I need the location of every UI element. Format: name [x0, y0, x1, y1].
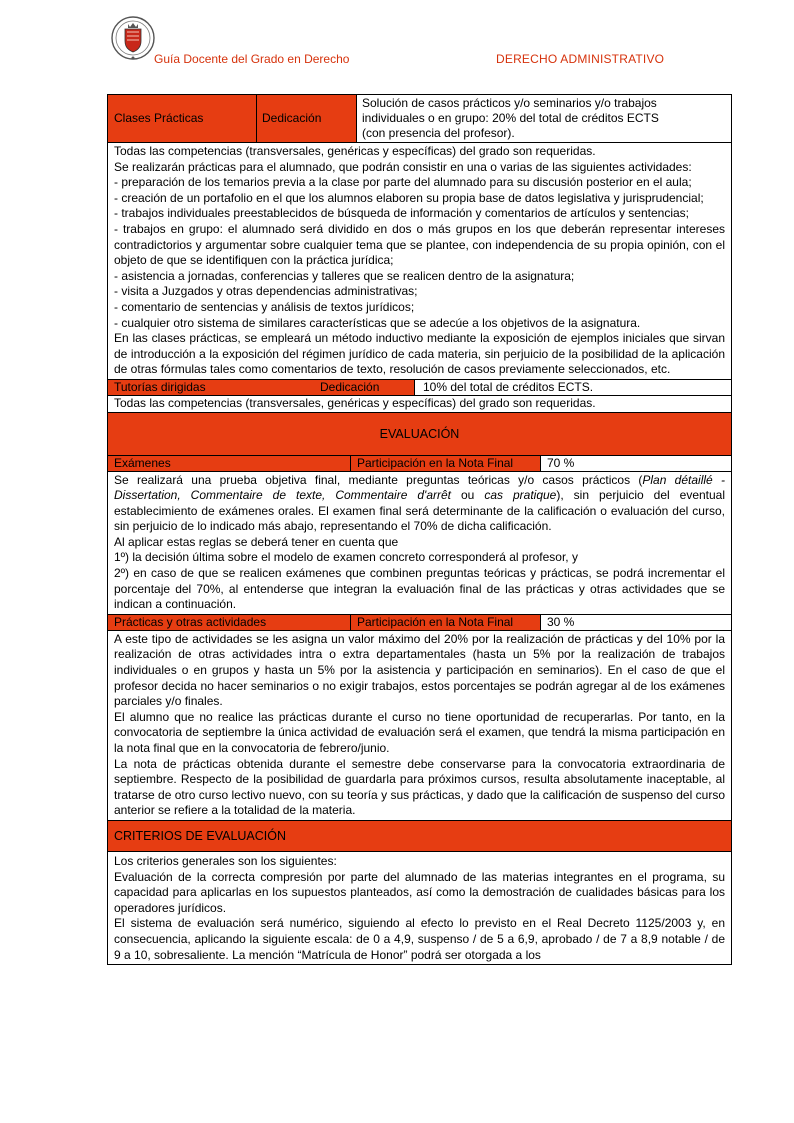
evaluacion-title: EVALUACIÓN — [379, 426, 460, 441]
tutorias-row — [108, 379, 731, 395]
criterios-title: CRITERIOS DE EVALUACIÓN — [114, 828, 287, 843]
criterios-description-row — [108, 851, 731, 964]
dedicacion-line: individuales o en grupo: 20% del total de créditos ECTS — [362, 111, 659, 125]
paragraph — [114, 473, 725, 535]
examenes-description-row — [108, 471, 731, 614]
dedicacion-line: Solución de casos prácticos y/o seminarios y/o trabajos — [362, 96, 657, 110]
practicas-description — [108, 143, 731, 379]
criterios-header-row — [108, 820, 731, 851]
clases-practicas-dedicacion-label: Dedicación — [256, 95, 356, 142]
practicas-otras-row — [108, 614, 731, 630]
examenes-label: Exámenes — [108, 456, 350, 471]
clases-practicas-row — [108, 95, 731, 142]
paragraph: - preparación de los temarios previa a la clase por parte del alumnado para su discusión posterior en el aula; — [114, 175, 692, 190]
paragraph: Se realizarán prácticas para el alumnado, que podrán consistir en una o varias de las siguientes actividades: — [114, 159, 692, 174]
text-segment: Se realizará una prueba objetiva final, mediante preguntas teóricas y/o casos prácticos ( — [114, 472, 643, 487]
examenes-participacion-label: Participación en la Nota Final — [350, 456, 540, 471]
paragraph: - asistencia a jornadas, conferencias y talleres que se realicen dentro de la asignatura; — [114, 268, 575, 283]
paragraph: - visita a Juzgados y otras dependencias administrativas; — [114, 284, 418, 299]
tutorias-note-row — [108, 395, 731, 412]
tutorias-dedicacion-value: 10% del total de créditos ECTS. — [414, 380, 731, 395]
clases-practicas-dedicacion-value — [356, 95, 731, 142]
examenes-row — [108, 455, 731, 471]
paragraph: 2º) en caso de que se realicen exámenes que combinen preguntas teóricas y prácticas, se podrá incrementar el porcentaje del 70%, al entenderse que integran la evaluación final de las prácticas y otras actividades que se indican a continuación. — [114, 566, 725, 612]
practicas-otras-participacion-label: Participación en la Nota Final — [350, 615, 540, 630]
practicas-description-row — [108, 142, 731, 379]
examenes-participacion-value: 70 % — [540, 456, 731, 471]
paragraph: Todas las competencias (transversales, genéricas y específicas) del grado son requeridas. — [114, 144, 596, 158]
practicas-otras-description — [108, 631, 731, 820]
guide-title: Guía Docente del Grado en Derecho — [154, 52, 350, 66]
tutorias-note: Todas las competencias (transversales, genéricas y específicas) del grado son requeridas. — [114, 395, 596, 410]
evaluacion-header-row — [108, 412, 731, 455]
dedicacion-line: (con presencia del profesor). — [362, 126, 515, 140]
clases-practicas-label: Clases Prácticas — [108, 95, 256, 142]
tutorias-dedicacion-label: Dedicación — [316, 380, 414, 395]
paragraph: Al aplicar estas reglas se deberá tener en cuenta que — [114, 534, 399, 549]
practicas-otras-description-row — [108, 630, 731, 820]
paragraph: La nota de prácticas obtenida durante el semestre debe conservarse para la convocatoria extraordinaria de septiembre. Respecto de la posibilidad de guardarla para próximos cursos, resulta absolutamente inaceptable, al tratarse de otro curso lectivo nuevo, con su teoría y sus prácticas, y dado que la calificación de suspenso del curso anterior se refiere a la totalidad de la materia. — [114, 756, 725, 818]
paragraph: 1º) la decisión última sobre el modelo de examen concreto corresponderá al profesor, y — [114, 550, 578, 565]
practicas-otras-participacion-value: 30 % — [540, 615, 731, 630]
subject-title: DERECHO ADMINISTRATIVO — [496, 52, 665, 66]
paragraph: Evaluación de la correcta compresión por parte del alumnado de las materias integrantes en el programa, su capacidad para aplicarlas en los supuestos planteados, así como la demostración de cualidades básicas para los operadores jurídicos. — [114, 869, 725, 915]
paragraph: - creación de un portafolio en el que los alumnos elaboren su propia base de datos legislativa y jurisprudencial; — [114, 190, 704, 205]
tutorias-label: Tutorías dirigidas — [108, 380, 316, 395]
practicas-otras-label: Prácticas y otras actividades — [108, 615, 350, 630]
text-segment-italic: cas pratique — [484, 488, 557, 503]
paragraph: - comentario de sentencias y análisis de textos jurídicos; — [114, 299, 415, 314]
paragraph: A este tipo de actividades se les asigna un valor máximo del 20% por la realización de prácticas y del 10% por la realización de otras actividades intra o extra departamentales (hasta un 5% por la realización de trabajos individuales o en grupos y hasta un 5% por la asistencia y participación en seminarios). En el caso de que el profesor decida no hacer seminarios o no exigir trabajos, estos porcentajes se podrán agregar al de los exámenes parciales y/o finales. — [114, 631, 725, 709]
paragraph: - trabajos en grupo: el alumnado será dividido en dos o más grupos en los que deberán representar intereses contradictorios y argumentar sobre cualquier tema que se plantee, con independencia de su propia opinión, con el objeto de que se identifiquen con la práctica jurídica; — [114, 221, 725, 268]
paragraph: - trabajos individuales preestablecidos de búsqueda de información y comentarios de artículos y sentencias; — [114, 206, 689, 221]
paragraph: - cualquier otro sistema de similares características que se adecúe a los objetivos de la asignatura. — [114, 315, 641, 330]
paragraph: En las clases prácticas, se empleará un método inductivo mediante la exposición de ejemplos iniciales que sirvan de introducción a la exposición del régimen jurídico de cada materia, sin perjuicio de la posibilidad de la aplicación de otras fórmulas tales como comentarios de texto, resolución de casos previamente seleccionados, etc. — [114, 331, 725, 377]
text-segment-italic: Plan détaillé - Dissertation, Commentaire de texte, Commentaire d'arrêt — [114, 472, 725, 503]
text-segment: ), sin perjuicio del eventual establecimiento de exámenes orales. El examen final será determinante de la calificación o evaluación del curso, sin perjuicio de lo indicado más abajo, representando el 70% de dicha calificación. — [114, 488, 726, 534]
criterios-description — [108, 852, 731, 964]
university-crest-icon — [110, 12, 156, 64]
page-header — [0, 0, 794, 80]
text-segment: ou — [451, 488, 485, 503]
paragraph: El sistema de evaluación será numérico, siguiendo al efecto lo previsto en el Real Decreto 1125/2003 y, en consecuencia, aplicando la siguiente escala: de 0 a 4,9, suspenso / de 5 a 6,9, aprobado / de 7 a 8,9 notable / de 9 a 10, sobresaliente. La mención “Matrícula de Honor” podrá ser otorgada a los — [114, 916, 725, 962]
paragraph: El alumno que no realice las prácticas durante el curso no tiene oportunidad de recuperarlas. Por tanto, en la convocatoria de septiembre la única actividad de evaluación será el examen, que tendrá la misma participación en la nota final que en la convocatoria de febrero/junio. — [114, 709, 725, 755]
teaching-guide-table — [107, 94, 732, 965]
examenes-description — [108, 472, 731, 614]
paragraph: Los criterios generales son los siguientes: — [114, 853, 337, 868]
